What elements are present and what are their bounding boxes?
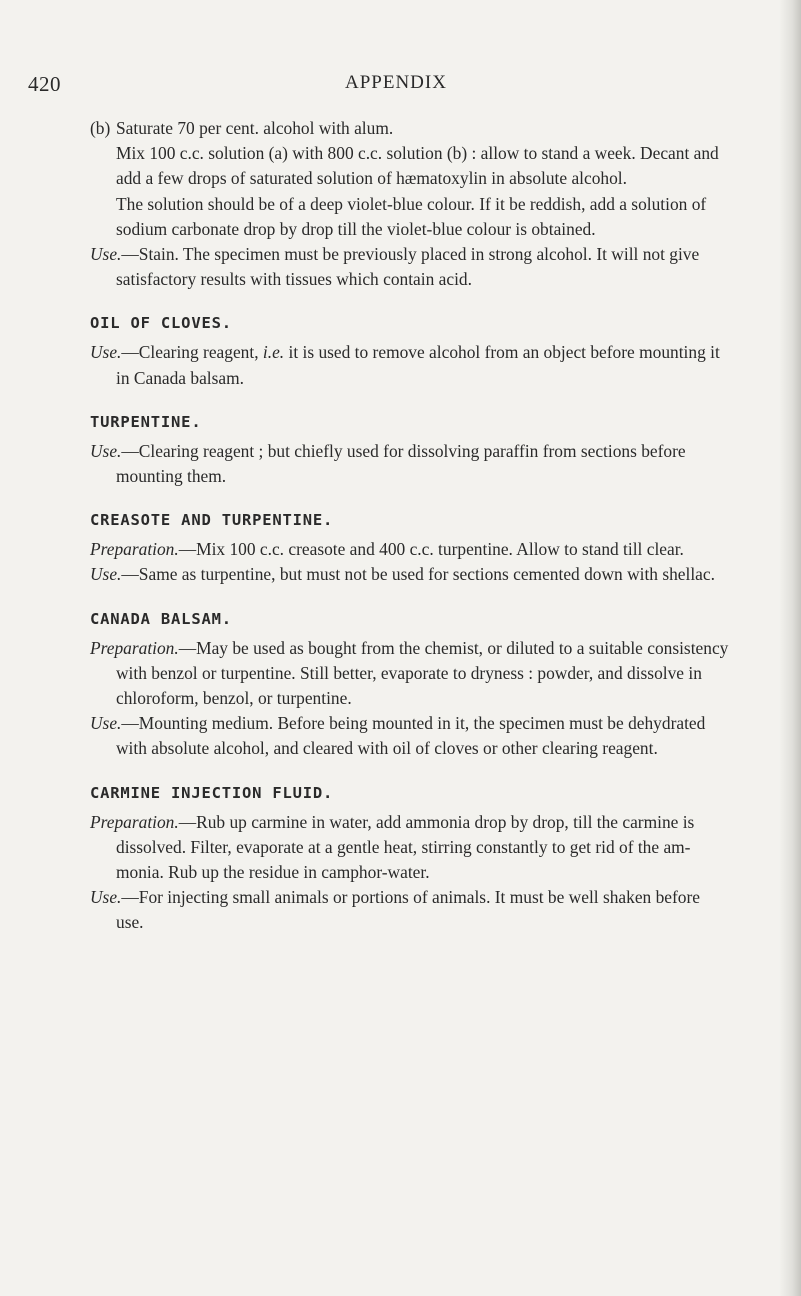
preparation-label: Preparation.: [90, 811, 179, 832]
use-label: Use.: [90, 564, 122, 585]
use-paragraph: [90, 439, 730, 489]
running-head: APPENDIX: [345, 72, 447, 93]
section-creasote-and-turpentine: [90, 509, 730, 587]
section-canada-balsam: [90, 608, 730, 762]
section-oil-of-cloves: [90, 312, 730, 390]
use-label: Use.: [90, 713, 122, 734]
page-edge-shadow: [779, 0, 801, 1296]
use-paragraph: [90, 562, 730, 587]
use-label: Use.: [90, 887, 122, 908]
use-text: —Clearing reagent ; but chiefly used for dissolving paraffin from sections before mounting them.: [116, 440, 686, 487]
use-text: —For injecting small animals or portions of animals. It must be well shaken before use.: [116, 887, 701, 933]
intro-line-b: [90, 116, 730, 141]
intro-colour-paragraph: The solution should be of a deep violet-blue colour. If it be reddish, add a solution of sodium carbonate drop by drop till the violet-blue colour is obtained.: [116, 193, 707, 239]
use-paragraph: [90, 340, 730, 390]
use-label: Use.: [90, 244, 122, 265]
page-header: [0, 72, 801, 102]
preparation-label: Preparation.: [90, 637, 179, 658]
section-carmine-injection-fluid: [90, 782, 730, 936]
section-heading: CANADA BALSAM.: [90, 609, 232, 628]
intro-use-paragraph: [90, 242, 730, 292]
page-number: 420: [28, 72, 61, 96]
use-ie: i.e.: [262, 342, 285, 363]
use-text: —Same as turpentine, but must not be used for sections cemented down with shellac.: [121, 564, 715, 585]
use-text: —Mounting medium. Before being mounted in it, the specimen must be dehydrated with absolute alcohol, and cleared with oil of cloves or other clearing reagent.: [116, 713, 706, 759]
preparation-text: —Mix 100 c.c. creasote and 400 c.c. turpentine. Allow to stand till clear.: [178, 539, 684, 560]
intro-line1: Saturate 70 per cent. alcohol with alum.: [116, 118, 394, 138]
section-heading: CARMINE INJECTION FLUID.: [90, 783, 334, 802]
section-heading: OIL OF CLOVES.: [90, 314, 232, 333]
use-label: Use.: [90, 342, 122, 363]
use-paragraph: [90, 885, 730, 935]
preparation-paragraph: [90, 537, 730, 562]
intro-mix-paragraph: Mix 100 c.c. solution (a) with 800 c.c. solution (b) : allow to stand a week. Decant and add a few drops of saturated solution of hæmatoxylin in absolute alcohol.: [116, 143, 719, 189]
use-text: —Clearing reagent,: [121, 342, 263, 363]
use-text-continued: it is used to remove alcohol from an object before mounting it in Canada balsam.: [116, 342, 720, 388]
item-label-b: (b): [90, 118, 111, 138]
use-label: Use.: [90, 440, 122, 461]
section-turpentine: [90, 411, 730, 489]
page-body: [90, 116, 730, 936]
section-heading: TURPENTINE.: [90, 412, 202, 431]
use-text: —Stain. The specimen must be previously placed in strong alcohol. It will not give satisfactory results with tissues which contain acid.: [116, 244, 700, 290]
preparation-text: —May be used as bought from the chemist, or diluted to a suitable consistency with benzol or turpentine. Still better, evaporate to dryness : powder, and dissolve in chloroform, benzol, or turpentine.: [116, 637, 729, 709]
section-heading: CREASOTE AND TURPENTINE.: [90, 511, 334, 530]
preparation-paragraph: [90, 810, 730, 886]
preparation-label: Preparation.: [90, 539, 179, 560]
preparation-paragraph: [90, 636, 730, 712]
preparation-text: —Rub up carmine in water, add ammonia drop by drop, till the carmine is dissolved. Filter, evaporate at a gentle heat, stirring constantly to get rid of the am- monia. Rub up the residue in camphor-water.: [116, 811, 695, 883]
use-paragraph: [90, 711, 730, 761]
